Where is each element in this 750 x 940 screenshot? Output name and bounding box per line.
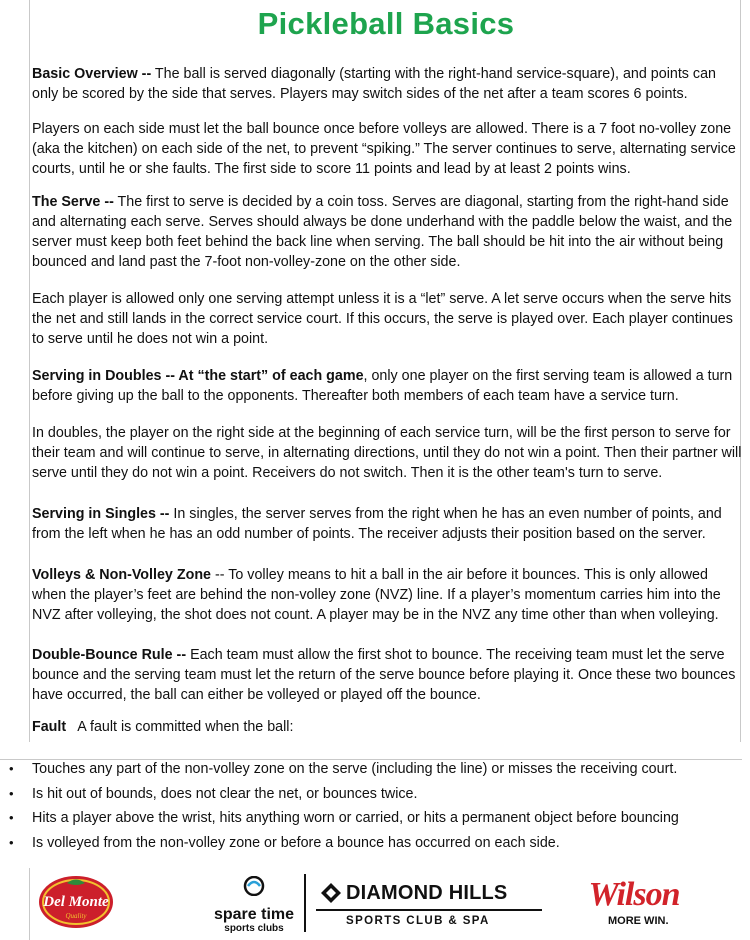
fault-list <box>0 757 742 855</box>
spare-time-swirl-icon <box>243 876 265 896</box>
list-item <box>0 831 742 856</box>
bullet-icon: • <box>9 834 14 850</box>
spare-time-logo <box>208 876 300 932</box>
paragraph-doubles-rotation <box>32 423 742 483</box>
page-title: Pickleball Basics <box>257 6 515 41</box>
rules-content <box>32 64 742 737</box>
spare-time-sub: sports clubs <box>224 923 284 934</box>
paragraph-text: Each player is allowed only one serving attempt unless it is a “let” serve. A let serve occurs when the serve hits the net and still lands in the correct service court. If this occurs, the serve is played over. Each player continues to serve until he does not win a point. <box>32 291 733 347</box>
paragraph-heading: Fault <box>32 719 67 735</box>
paragraph-text: Players on each side must let the ball bounce once before volleys are allowed. There is a 7 foot no-volley zone (aka the kitchen) on each side of the net, to prevent “spiking.” The server continues to serve, alternating service courts, until he or she faults. The first side to score 11 points and lead by at least 2 points wins. <box>32 121 736 177</box>
wilson-logo <box>578 878 690 934</box>
paragraph-serving-singles <box>32 504 742 544</box>
diamond-icon <box>320 882 342 904</box>
paragraph-text: , only one player on the first serving team is allowed a turn before giving up the ball to the opponents. Thereafter both members of each team have a service turn. <box>32 368 733 404</box>
left-border-line <box>29 0 30 742</box>
bullet-icon: • <box>9 761 14 777</box>
bullet-icon: • <box>9 785 14 801</box>
paragraph-let-serve <box>32 289 742 349</box>
list-item-text: Touches any part of the non-volley zone on the serve (including the line) or misses the receiving court. <box>32 761 678 778</box>
paragraph-heading: Serving in Singles -- <box>32 506 170 522</box>
paragraph-text: A fault is committed when the ball: <box>66 719 294 735</box>
del-monte-logo <box>37 874 115 930</box>
wilson-tagline: MORE WIN. <box>608 915 669 927</box>
paragraph-text: Each team must allow the first shot to bounce. The receiving team must let the serve bounce and the serving team must let the return of the serve bounce before playing it. Once these two bounces have occurred, the ball can either be volleyed or played off the bounce. <box>32 647 736 703</box>
bullet-icon: • <box>9 810 14 826</box>
paragraph-text: The ball is served diagonally (starting with the right-hand service-square), and points can only be scored by the side that serves. Players may switch sides of the net after a team scores 6 points. <box>32 66 716 102</box>
svg-text:Del Monte: Del Monte <box>43 894 109 910</box>
list-item-text: Hits a player above the wrist, hits anything worn or carried, or hits a permanent object before bouncing <box>32 810 679 827</box>
paragraph-text: -- To volley means to hit a ball in the air before it bounces. This is only allowed when the player’s feet are behind the non-volley zone (NVZ) line. If a player’s momentum carries him into the NVZ after volleying, the shot does not count. A player may be in the NVZ any time other than when volleying. <box>32 567 721 623</box>
paragraph-text: In singles, the server serves from the right when he has an even number of points, and from the left when he has an odd number of points. The receiver adjusts their position based on the server. <box>32 506 722 542</box>
list-item <box>0 806 742 831</box>
paragraph-text: The first to serve is decided by a coin toss. Serves are diagonal, starting from the right-hand side and alternating each serve. Serves should always be done underhand with the paddle below the waist, and the server must keep both feet behind the back line when serving. The ball should be hit into the air without being bounced and land past the 7-foot non-volley-zone on the other side. <box>32 194 733 270</box>
list-item-text: Is volleyed from the non-volley zone or before a bounce has occurred on each side. <box>32 834 560 851</box>
spare-time-name: spare time <box>213 906 295 923</box>
diamond-hills-rule <box>316 909 542 911</box>
paragraph-text: In doubles, the player on the right side at the beginning of each service turn, will be the first person to serve for their team and will continue to serve, in alternating directions, until they do not win a point. Then their partner will serve until they do not win a point. Receivers do not switch. Then it is the other team's turn to serve. <box>32 425 742 481</box>
logo-separator <box>304 874 306 932</box>
paragraph-kitchen <box>32 119 742 179</box>
diamond-hills-logo <box>316 878 542 928</box>
paragraph-fault <box>32 717 742 737</box>
paragraph-the-serve <box>32 192 742 272</box>
list-item-text: Is hit out of bounds, does not clear the net, or bounces twice. <box>32 785 418 802</box>
paragraph-heading: Serving in Doubles -- At “the start” of each game <box>32 368 364 384</box>
diamond-hills-name: DIAMOND HILLS <box>346 882 508 904</box>
paragraph-volleys <box>32 565 742 625</box>
paragraph-heading: Volleys & Non-Volley Zone <box>32 567 212 583</box>
list-item <box>0 757 742 782</box>
paragraph-heading: Double-Bounce Rule -- <box>32 647 187 663</box>
paragraph-double-bounce <box>32 645 742 705</box>
diamond-hills-sub: SPORTS CLUB & SPA <box>346 915 490 927</box>
svg-text:Quality: Quality <box>65 912 87 920</box>
paragraph-serving-doubles <box>32 366 742 406</box>
list-item <box>0 782 742 807</box>
sponsor-logos <box>30 868 742 940</box>
paragraph-heading: The Serve -- <box>32 194 114 210</box>
paragraph-heading: Basic Overview -- <box>32 66 152 82</box>
wilson-name: Wilson <box>588 876 680 913</box>
paragraph-basic-overview <box>32 64 742 104</box>
